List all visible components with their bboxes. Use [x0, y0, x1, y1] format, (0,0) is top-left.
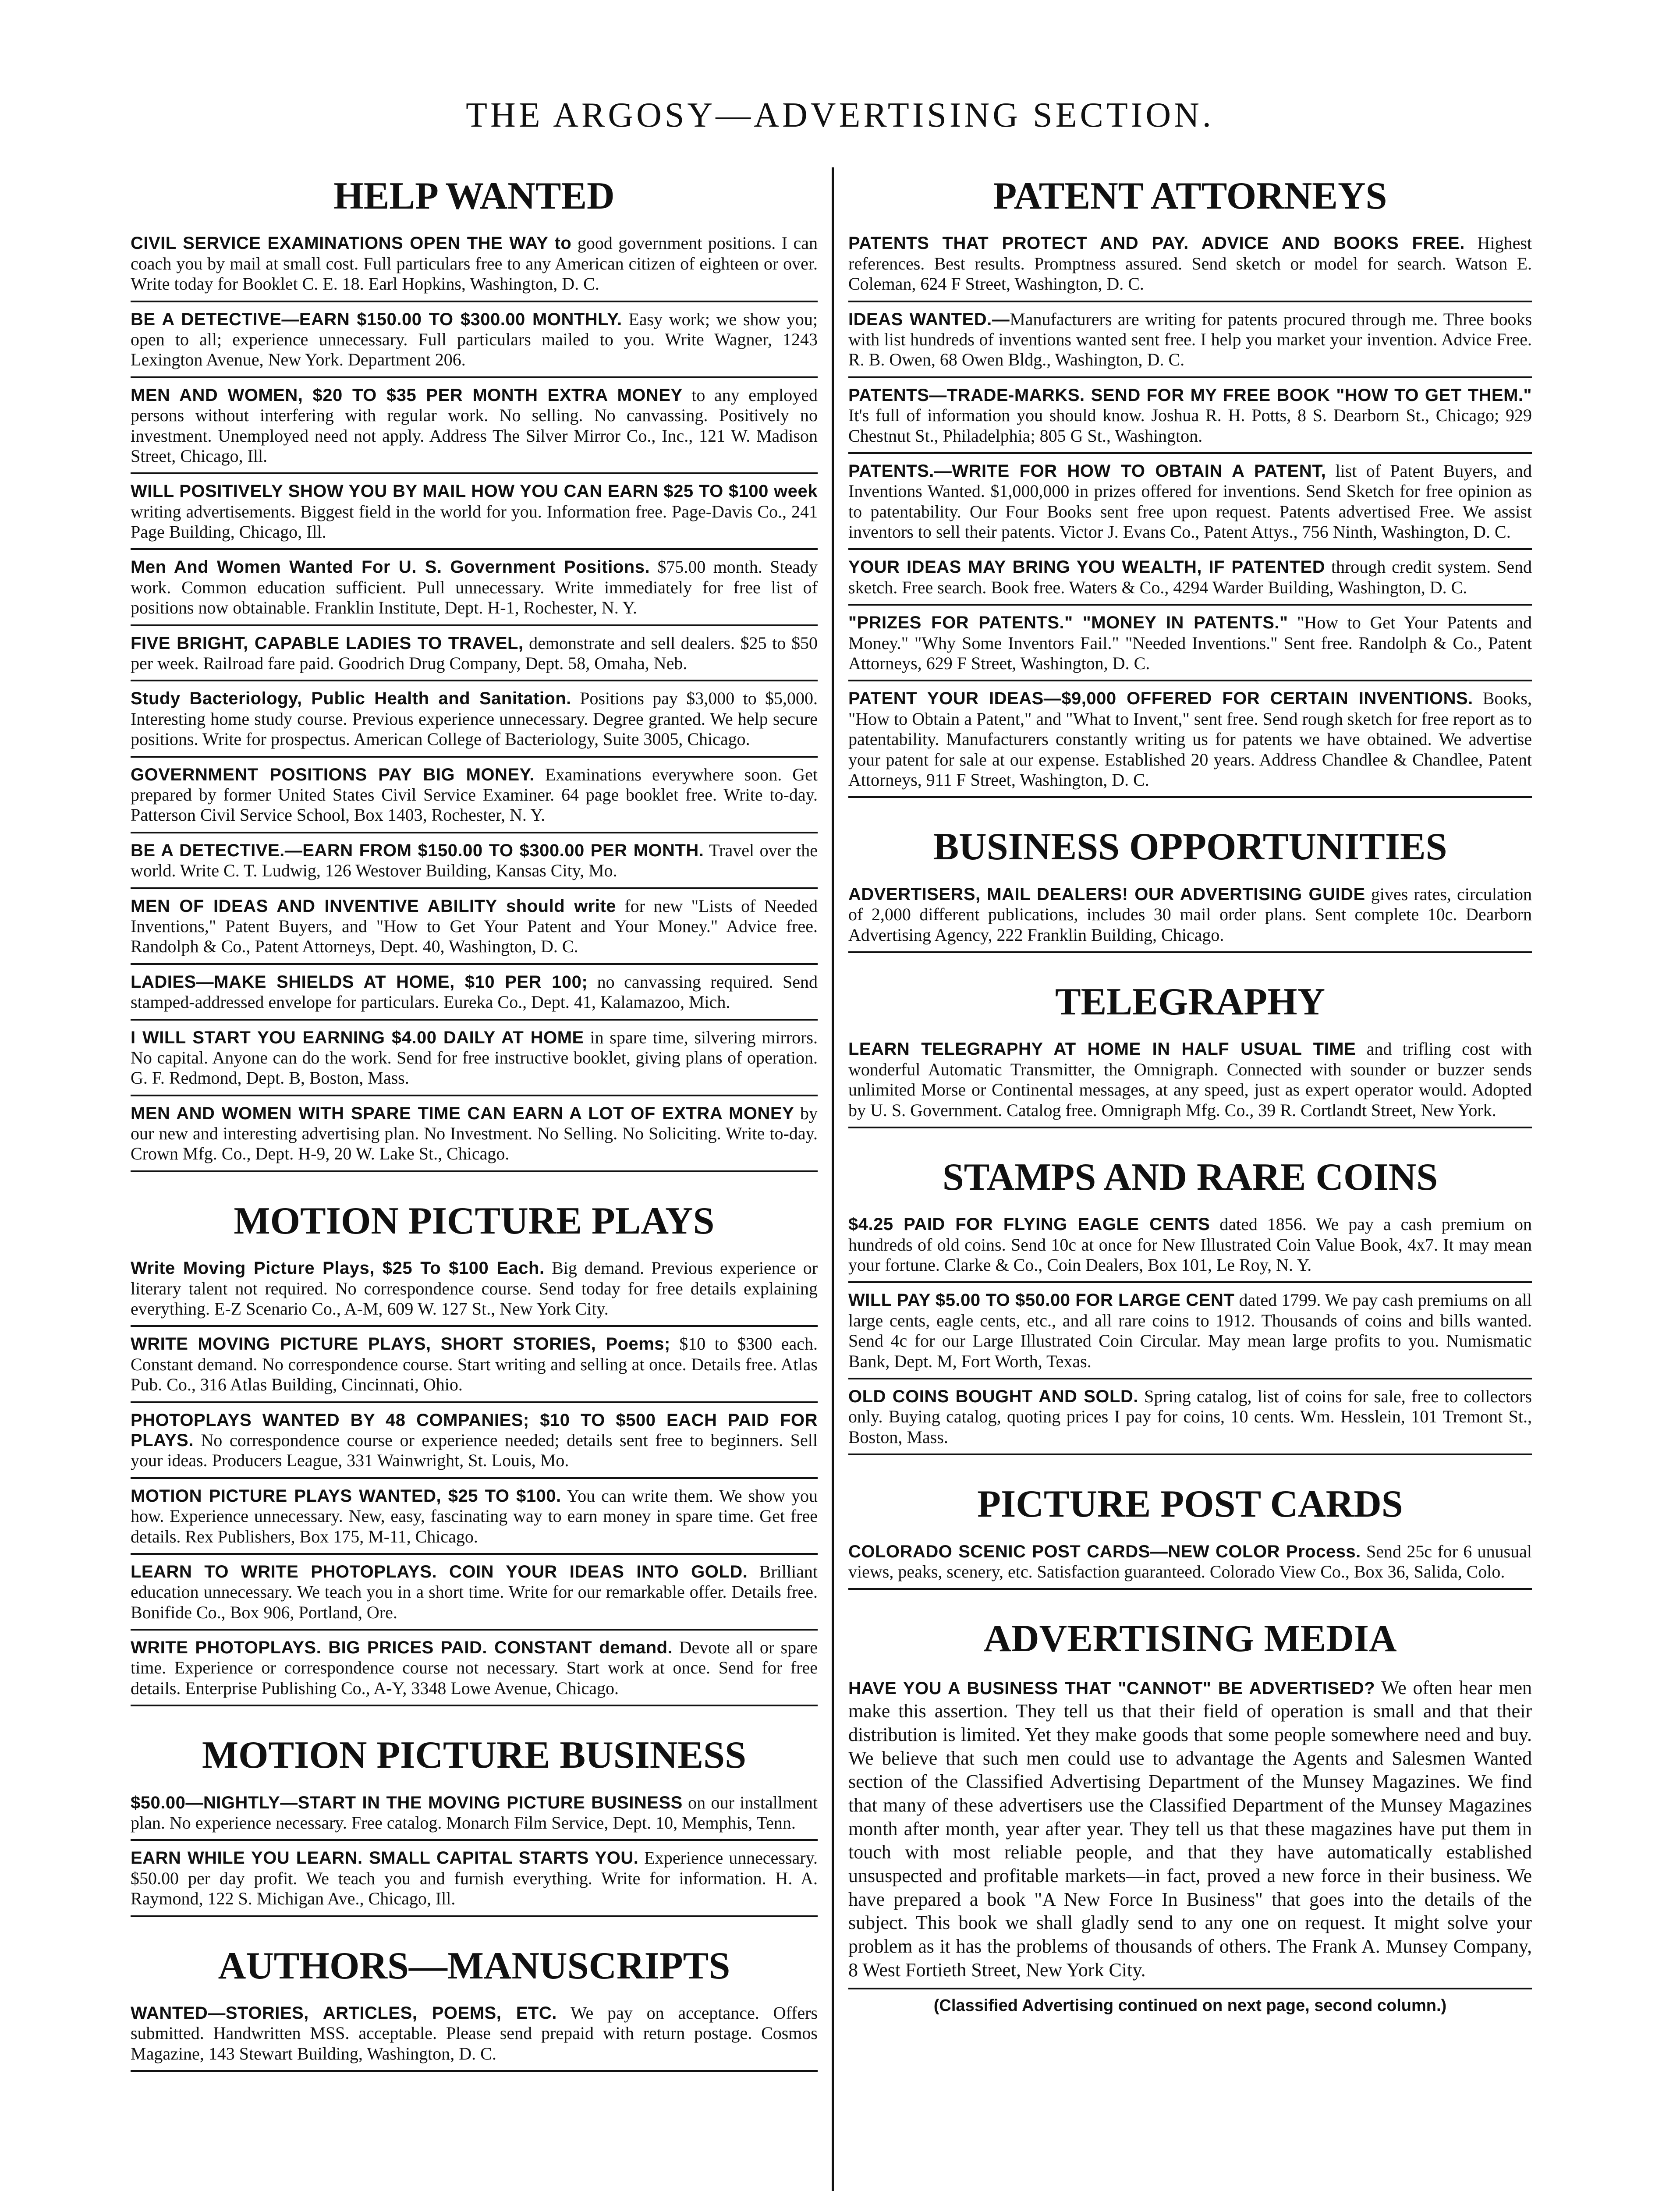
ad-body: writing advertisements. Biggest field in the world for you. Information free. Page-Davis Co., 241 Page Building, Chicago, Ill. — [131, 501, 818, 542]
ad-body: $10 to $300 each. Constant demand. No correspondence course. Start writing and selling at once. Details free. Atlas Pub. Co., 316 Atlas Building, Cincinnati, Ohio. — [131, 1334, 818, 1395]
section-heading-patent-attorneys: PATENT ATTORNEYS — [993, 175, 1387, 217]
ad-item — [848, 1386, 1532, 1455]
ad-item — [131, 309, 818, 378]
ad-lead: OLD COINS BOUGHT AND SOLD. — [848, 1387, 1138, 1407]
ad-body: Easy work; we show you; open to all; experience unnecessary. Full particulars mailed to you. Write Wagner, 1243 Lexington Avenue, New York. Department 206. — [131, 309, 818, 370]
ad-item — [131, 1103, 818, 1172]
ad-item — [131, 2003, 818, 2072]
ad-lead: WILL POSITIVELY SHOW YOU BY MAIL HOW YOU CAN EARN $25 TO $100 week — [131, 482, 818, 501]
ad-body: Examinations everywhere soon. Get prepared by former United States Civil Service Examiner. 64 page booklet free. Write to-day. Patterson Civil Service School, Box 1403, Rochester, N. Y. — [131, 764, 818, 825]
ad-list-motion-picture-business — [131, 1793, 818, 1917]
ad-list-stamps-coins — [848, 1214, 1532, 1455]
ad-item — [848, 1542, 1532, 1590]
ad-body: "How to Get Your Patents and Money." "Why Some Inventors Fail." "Needed Inventions." Sent free. Randolph & Co., Patent Attorneys, 629 F Street, Washington, D. C. — [848, 613, 1532, 674]
ad-item — [848, 1039, 1532, 1128]
ad-body: We often hear men make this assertion. They tell us that their field of operation is small and that their distribution is limited. Yet they make goods that some people somewhere need and buy. We believe that such men could use to advantage the Agents and Salesmen Wanted section of the Classified Advertising Department of the Munsey Magazines. We find that many of these advertisers use the Classified Department of the Munsey Magazines month after month, year after year. They tell us that these magazines have put them in touch with most reliable people, and that they have automatically established unsuspected and profitable markets—in fact, proved a new force in their business. We have prepared a book "A New Force In Business" that goes into the details of the subject. This book we shall gladly send to any one on request. It might solve your problem as it has the problems of thousands of others. The Frank A. Munsey Company, 8 West Fortieth Street, New York City. — [848, 1677, 1532, 1981]
ad-lead: PATENTS.—WRITE FOR HOW TO OBTAIN A PATENT, — [848, 461, 1326, 481]
ad-body: Devote all or spare time. Experience or correspondence course not necessary. Start work at once. Send for free details. Enterprise Publishing Co., A-Y, 3348 Lowe Avenue, Chicago. — [131, 1638, 818, 1698]
ad-lead: FIVE BRIGHT, CAPABLE LADIES TO TRAVEL, — [131, 633, 524, 653]
ad-item — [848, 309, 1532, 378]
ad-item — [131, 233, 818, 302]
ad-item — [131, 1410, 818, 1479]
ad-lead: HAVE YOU A BUSINESS THAT "CANNOT" BE ADVERTISED? — [848, 1678, 1375, 1698]
ad-lead: PHOTOPLAYS WANTED BY 48 COMPANIES; $10 TO $500 EACH PAID FOR PLAYS. — [131, 1410, 818, 1450]
ad-body: Highest references. Best results. Promptness assured. Send sketch or model for search. Watson E. Coleman, 624 F Street, Washington, D. C. — [848, 233, 1532, 294]
section-heading-stamps-coins: STAMPS AND RARE COINS — [942, 1156, 1438, 1198]
section-heading-help-wanted: HELP WANTED — [333, 175, 615, 217]
ad-item — [131, 1258, 818, 1327]
continued-note: (Classified Advertising continued on next page, second column.) — [933, 1996, 1447, 2015]
ad-body: good government positions. I can coach you by mail at small cost. Full particulars free to any American citizen of eighteen or over. Write today for Booklet C. E. 18. Earl Hopkins, Washington, D. C. — [131, 233, 818, 294]
ad-item — [131, 1562, 818, 1631]
ad-item — [131, 1848, 818, 1917]
ad-item — [848, 613, 1532, 681]
page-title: THE ARGOSY—ADVERTISING SECTION. — [466, 96, 1214, 135]
ad-lead: WANTED—STORIES, ARTICLES, POEMS, ETC. — [131, 2003, 557, 2023]
ad-lead: Write Moving Picture Plays, $25 To $100 Each. — [131, 1259, 545, 1278]
ad-body: dated 1856. We pay a cash premium on hundreds of old coins. Send 10c at once for New Illustrated Coin Value Book, 4x7. It may mean your fortune. Clarke & Co., Coin Dealers, Box 101, Le Roy, N. Y. — [848, 1214, 1532, 1275]
ad-body: Positions pay $3,000 to $5,000. Interesting home study course. Previous experience unnecessary. Degree granted. We help secure positions. Write for prospectus. American College of Bacteriology, Suite 3005, Chicago. — [131, 688, 818, 749]
ad-lead: LEARN TO WRITE PHOTOPLAYS. COIN YOUR IDEAS INTO GOLD. — [131, 1562, 748, 1581]
ad-body: No correspondence course or experience needed; details sent free to beginners. Sell your ideas. Producers League, 331 Wainwright, St. Louis, Mo. — [131, 1430, 818, 1471]
ad-list-authors-manuscripts — [131, 2003, 818, 2072]
ad-item — [131, 633, 818, 682]
ad-body: Spring catalog, list of coins for sale, free to collectors only. Buying catalog, quoting prices I pay for coins, 10 cents. Wm. Hesslein, 101 Tremont St., Boston, Mass. — [848, 1386, 1532, 1447]
ad-item — [131, 765, 818, 833]
section-heading-advertising-media: ADVERTISING MEDIA — [983, 1617, 1397, 1660]
ad-body: Books, "How to Obtain a Patent," and "What to Invent," sent free. Send rough sketch for free report as to patentability. Manufacturers constantly writing us for patents we have obtained. We advertise your patent for sale at our expense. Established 20 years. Address Chandlee & Chandlee, Patent Attorneys, 911 F Street, Washington, D. C. — [848, 688, 1532, 790]
ad-item — [131, 972, 818, 1021]
section-heading-picture-post-cards: PICTURE POST CARDS — [977, 1483, 1403, 1526]
ad-advertising-media — [848, 1676, 1532, 1990]
ad-lead: WRITE MOVING PICTURE PLAYS, SHORT STORIES, Poems; — [131, 1334, 670, 1354]
ad-lead: Men And Women Wanted For U. S. Government Positions. — [131, 557, 650, 577]
ad-lead: PATENTS THAT PROTECT AND PAY. ADVICE AND BOOKS FREE. — [848, 234, 1465, 253]
ad-item — [131, 1793, 818, 1841]
ad-item — [848, 461, 1532, 550]
ad-lead: MEN AND WOMEN WITH SPARE TIME CAN EARN A LOT OF EXTRA MONEY — [131, 1103, 794, 1123]
ad-lead: YOUR IDEAS MAY BRING YOU WEALTH, IF PATENTED — [848, 557, 1326, 577]
ad-list-motion-picture-plays — [131, 1258, 818, 1706]
ad-item — [848, 1290, 1532, 1379]
ad-body: Travel over the world. Write C. T. Ludwig, 126 Westover Building, Kansas City, Mo. — [131, 840, 818, 881]
ad-item — [848, 385, 1532, 454]
ad-lead: PATENT YOUR IDEAS—$9,000 OFFERED FOR CERTAIN INVENTIONS. — [848, 689, 1473, 709]
ad-item — [848, 557, 1532, 606]
ad-body: $75.00 month. Steady work. Common education sufficient. Pull unnecessary. Write immediately for free list of positions now obtainable. Franklin Institute, Dept. H-1, Rochester, N. Y. — [131, 557, 818, 618]
column-divider — [832, 167, 834, 2191]
ad-item — [131, 688, 818, 757]
section-heading-telegraphy: TELEGRAPHY — [1055, 980, 1326, 1023]
ad-list-patent-attorneys — [848, 233, 1532, 798]
ad-body: no canvassing required. Send stamped-addressed envelope for particulars. Eureka Co., Dept. 41, Kalamazoo, Mich. — [131, 971, 818, 1012]
ad-lead: BE A DETECTIVE.—EARN FROM $150.00 TO $300.00 PER MONTH. — [131, 840, 704, 860]
ad-lead: I WILL START YOU EARNING $4.00 DAILY AT HOME — [131, 1028, 584, 1047]
ad-lead: MEN OF IDEAS AND INVENTIVE ABILITY should write — [131, 896, 617, 916]
ad-item — [848, 688, 1532, 798]
ad-lead: MOTION PICTURE PLAYS WANTED, $25 TO $100. — [131, 1486, 561, 1506]
ad-body: Big demand. Previous experience or literary talent not required. No correspondence course. Send today for free details explaining everything. E-Z Scenario Co., A-M, 609 W. 127 St., New York City. — [131, 1258, 818, 1319]
ad-item — [131, 1334, 818, 1403]
ad-body: dated 1799. We pay cash premiums on all large cents, eagle cents, etc., and all rare coins to 1912. Thousands of coins and bills wanted. Send 4c for our Large Illustrated Coin Circular. May mean large profits to you. Numismatic Bank, Dept. M, Fort Worth, Texas. — [848, 1290, 1532, 1371]
ad-body: in spare time, silvering mirrors. No capital. Anyone can do the work. Send for free instructive booklet, giving plans of operation. G. F. Redmond, Dept. B, Boston, Mass. — [131, 1027, 818, 1088]
ad-lead: GOVERNMENT POSITIONS PAY BIG MONEY. — [131, 765, 535, 784]
ad-list-business-opportunities — [848, 884, 1532, 953]
ad-body: through credit system. Send sketch. Free search. Book free. Waters & Co., 4294 Warder Building, Washington, D. C. — [848, 557, 1532, 597]
ad-body: for new "Lists of Needed Inventions," Patent Buyers, and "How to Get Your Patent and Your Money." Advice free. Randolph & Co., Patent Attorneys, Dept. 40, Washington, D. C. — [131, 896, 818, 957]
ad-body: to any employed persons without interfering with regular work. No selling. No canvassing. Positively no investment. Unemployed need not apply. Address The Silver Mirror Co., Inc., 121 W. Madison Street, Chicago, Ill. — [131, 385, 818, 466]
ad-body: demonstrate and sell dealers. $25 to $50 per week. Railroad fare paid. Goodrich Drug Company, Dept. 58, Omaha, Neb. — [131, 633, 818, 674]
ad-lead: CIVIL SERVICE EXAMINATIONS OPEN THE WAY to — [131, 234, 572, 253]
ad-list-help-wanted — [131, 233, 818, 1172]
ad-item — [131, 385, 818, 475]
section-heading-motion-picture-business: MOTION PICTURE BUSINESS — [202, 1734, 747, 1777]
ad-lead: Study Bacteriology, Public Health and Sanitation. — [131, 689, 571, 709]
section-heading-motion-picture-plays: MOTION PICTURE PLAYS — [234, 1199, 715, 1242]
ad-lead: COLORADO SCENIC POST CARDS—NEW COLOR Process. — [848, 1542, 1361, 1561]
ad-body: Manufacturers are writing for patents procured through me. Three books with list hundreds of inventions wanted sent free. I help you market your invention. Advice Free. R. B. Owen, 68 Owen Bldg., Washington, D. C. — [848, 309, 1532, 370]
ad-body: list of Patent Buyers, and Inventions Wanted. $1,000,000 in prizes offered for inventions. Send Sketch for free opinion as to patentability. Our Four Books sent free upon request. Patents advertised Free. We assist inventors to sell their patents. Victor J. Evans Co., Patent Attys., 756 Ninth, Washington, D. C. — [848, 461, 1532, 542]
ad-lead: $4.25 PAID FOR FLYING EAGLE CENTS — [848, 1215, 1210, 1234]
section-heading-business-opportunities: BUSINESS OPPORTUNITIES — [933, 826, 1447, 869]
ad-lead: EARN WHILE YOU LEARN. SMALL CAPITAL STARTS YOU. — [131, 1848, 639, 1868]
ad-lead: $50.00—NIGHTLY—START IN THE MOVING PICTURE BUSINESS — [131, 1793, 683, 1812]
ad-lead: BE A DETECTIVE—EARN $150.00 TO $300.00 MONTHLY. — [131, 309, 622, 329]
ad-lead: "PRIZES FOR PATENTS." "MONEY IN PATENTS." — [848, 613, 1288, 633]
ad-lead: WILL PAY $5.00 TO $50.00 FOR LARGE CENT — [848, 1290, 1235, 1310]
ad-body: Experience unnecessary. $50.00 per day profit. We teach you and furnish everything. Write for information. H. A. Raymond, 122 S. Michigan Ave., Chicago, Ill. — [131, 1848, 818, 1909]
ad-item — [131, 481, 818, 550]
ad-body: by our new and interesting advertising plan. No Investment. No Selling. No Soliciting. Write to-day. Crown Mfg. Co., Dept. H-9, 20 W. Lake St., Chicago. — [131, 1103, 818, 1164]
ad-body: gives rates, circulation of 2,000 different publications, includes 30 mail order plans. Sent complete 10c. Dearborn Advertising Agency, 222 Franklin Building, Chicago. — [848, 884, 1532, 945]
ad-body: on our installment plan. No experience necessary. Free catalog. Monarch Film Service, Dept. 10, Memphis, Tenn. — [131, 1792, 818, 1833]
ad-item — [131, 557, 818, 626]
ad-item — [131, 896, 818, 965]
ad-body: We pay on acceptance. Offers submitted. Handwritten MSS. acceptable. Please send prepaid with return postage. Cosmos Magazine, 143 Stewart Building, Washington, D. C. — [131, 2003, 818, 2063]
ad-item — [131, 1486, 818, 1555]
ad-item — [131, 1028, 818, 1096]
ad-list-telegraphy — [848, 1039, 1532, 1128]
ad-lead: WRITE PHOTOPLAYS. BIG PRICES PAID. CONSTANT demand. — [131, 1638, 673, 1658]
ad-list-picture-post-cards — [848, 1542, 1532, 1590]
ad-item — [848, 233, 1532, 302]
ad-lead: MEN AND WOMEN, $20 TO $35 PER MONTH EXTRA MONEY — [131, 385, 683, 405]
ad-item — [131, 1638, 818, 1706]
ad-body: It's full of information you should know. Joshua R. H. Potts, 8 S. Dearborn St., Chicago; 929 Chestnut St., Philadelphia; 805 G St., Washington. — [848, 405, 1532, 446]
section-heading-authors-manuscripts: AUTHORS—MANUSCRIPTS — [218, 1944, 730, 1987]
ad-body: You can write them. We show you how. Experience unnecessary. New, easy, fascinating way to earn money in spare time. Get free details. Rex Publishers, Box 175, M-11, Chicago. — [131, 1485, 818, 1546]
ad-item — [131, 840, 818, 889]
ad-lead: LADIES—MAKE SHIELDS AT HOME, $10 PER 100; — [131, 972, 588, 992]
ad-lead: ADVERTISERS, MAIL DEALERS! OUR ADVERTISING GUIDE — [848, 884, 1365, 904]
left-column — [131, 167, 818, 2079]
ad-item — [848, 884, 1532, 953]
ad-item — [848, 1214, 1532, 1283]
ad-body: Brilliant education unnecessary. We teach you in a short time. Write for our remarkable offer. Details free. Bonifide Co., Box 906, Portland, Ore. — [131, 1561, 818, 1622]
ad-lead: LEARN TELEGRAPHY AT HOME IN HALF USUAL TIME — [848, 1039, 1356, 1059]
ad-body: Send 25c for 6 unusual views, peaks, scenery, etc. Satisfaction guaranteed. Colorado View Co., Box 36, Salida, Colo. — [848, 1541, 1532, 1581]
ad-lead: IDEAS WANTED.— — [848, 309, 1010, 329]
ad-body: and trifling cost with wonderful Automatic Transmitter, the Omnigraph. Connected with sounder or buzzer sends unlimited Morse or Continental messages, at any speed, just as expert operator would. Adopted by U. S. Government. Catalog free. Omnigraph Mfg. Co., 39 R. Cortlandt Street, New York. — [848, 1039, 1532, 1120]
ad-lead: PATENTS—TRADE-MARKS. SEND FOR MY FREE BOOK "HOW TO GET THEM." — [848, 385, 1532, 405]
right-column — [848, 167, 1532, 2015]
